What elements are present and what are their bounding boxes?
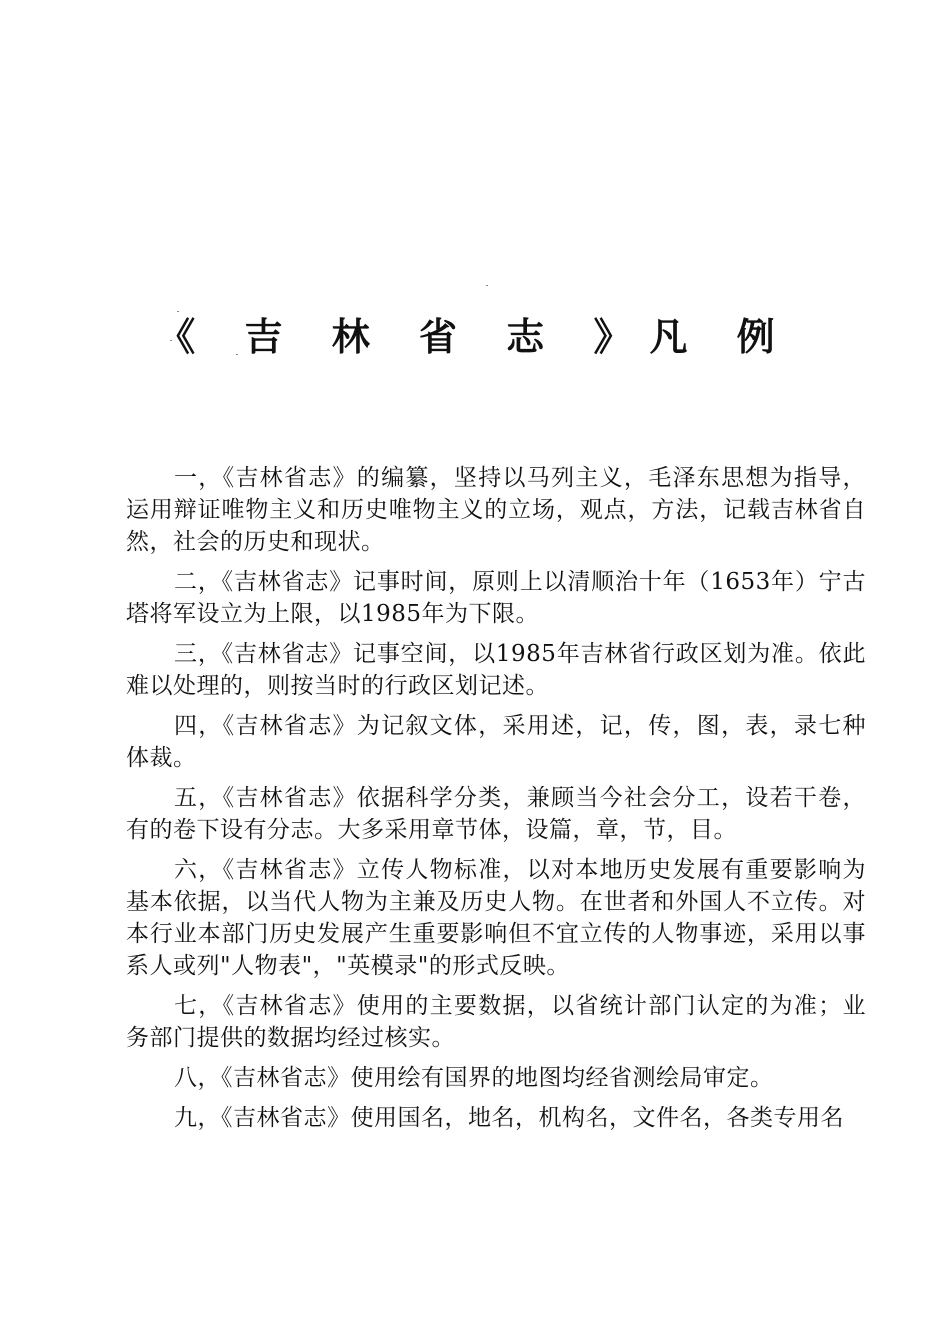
paragraph-4: 四，《吉林省志》为记叙文体，采用述，记，传，图，表，录七种体裁。	[126, 713, 866, 771]
paragraph-5: 五，《吉林省志》依据科学分类，兼顾当今社会分工，设若干卷，有的卷下设有分志。大多采用章节体，设篇，章，节，目。	[126, 785, 866, 843]
paragraph-1: 一，《吉林省志》的编纂，坚持以马列主义，毛泽东思想为指导，运用辩证唯物主义和历史唯物主义的立场，观点，方法，记载吉林省自然，社会的历史和现状。	[126, 465, 866, 555]
paragraph-3: 三，《吉林省志》记事空间，以1985年吉林省行政区划为准。依此难以处理的，则按当时的行政区划记述。	[126, 641, 866, 699]
paragraph-2: 二，《吉林省志》记事时间，原则上以清顺治十年（1653年）宁古塔将军设立为上限，以1985年为下限。	[126, 569, 866, 627]
paragraph-8: 八，《吉林省志》使用绘有国界的地图均经省测绘局审定。	[174, 1065, 774, 1091]
scan-speck	[486, 285, 488, 286]
paragraph-7: 七，《吉林省志》使用的主要数据，以省统计部门认定的为准；业务部门提供的数据均经过核实。	[126, 993, 866, 1051]
body-text	[126, 462, 866, 1142]
page-title: 《 吉 林 省 志 》凡 例	[157, 314, 793, 359]
paragraph-9: 九，《吉林省志》使用国名，地名，机构名，文件名，各类专用名	[174, 1105, 844, 1131]
paragraph-6: 六，《吉林省志》立传人物标准，以对本地历史发展有重要影响为基本依据，以当代人物为主兼及历史人物。在世者和外国人不立传。对本行业本部门历史发展产生重要影响但不宜立传的人物事迹，采用以事系人或列"人物表"，"英模录"的形式反映。	[126, 857, 866, 979]
